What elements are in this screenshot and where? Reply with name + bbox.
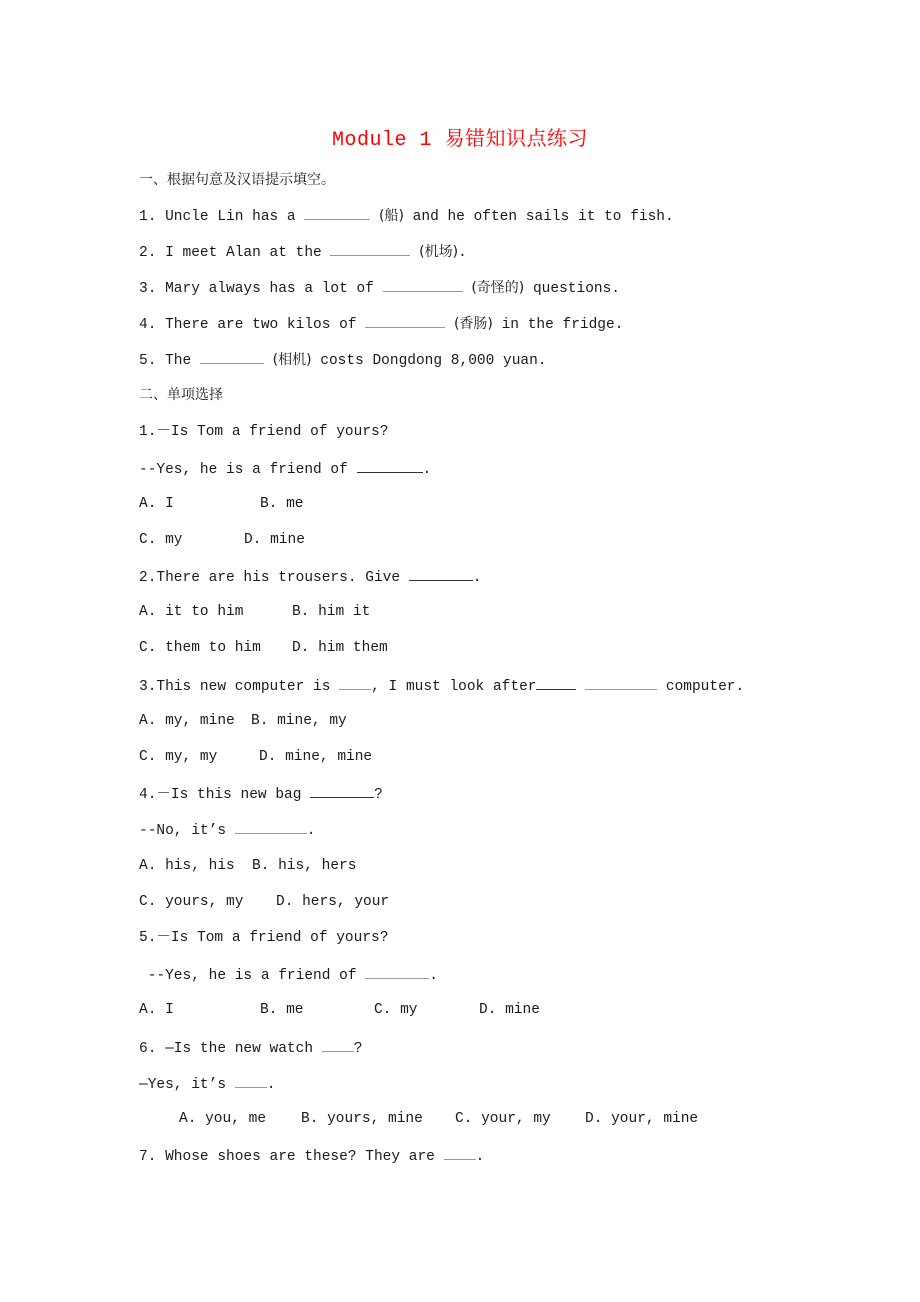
q3-option-b: B. mine, my — [251, 713, 347, 729]
q2-option-d: D. him them — [292, 640, 388, 656]
q4-answer: --No, it’s . — [139, 819, 315, 841]
q6-option-a: A. you, me — [179, 1111, 267, 1127]
answer-blank — [357, 458, 423, 473]
q5-option-b: B. me — [260, 1002, 304, 1018]
q4-option-b: B. his, hers — [252, 858, 357, 874]
q2-question: 2.There are his trousers. Give . — [139, 566, 481, 588]
q3-option-a: A. my, mine — [139, 713, 235, 729]
q6-answer: —Yes, it’s . — [139, 1073, 275, 1095]
answer-blank — [365, 313, 445, 328]
answer-blank — [339, 675, 371, 690]
q4-question: 4.－Is this new bag ? — [139, 783, 383, 805]
fill-item-5: 5. The (相机) costs Dongdong 8,000 yuan. — [139, 349, 547, 371]
answer-blank — [310, 783, 374, 798]
q3-question: 3.This new computer is , I must look after computer. — [139, 675, 744, 697]
answer-blank — [409, 566, 473, 581]
q1-option-d: D. mine — [244, 532, 305, 548]
answer-blank — [444, 1145, 476, 1160]
section2-heading: 二、单项选择 — [139, 387, 223, 403]
answer-blank — [235, 819, 307, 834]
answer-blank — [383, 277, 463, 292]
q5-option-a: A. I — [139, 1002, 174, 1018]
q4-option-d: D. hers, your — [276, 894, 390, 910]
q5-question: 5.－Is Tom a friend of yours? — [139, 930, 389, 946]
section1-heading: 一、根据句意及汉语提示填空。 — [139, 172, 335, 188]
q1-option-c: C. my — [139, 532, 183, 548]
q3-option-d: D. mine, mine — [259, 749, 373, 765]
answer-blank — [365, 964, 429, 979]
q5-answer: --Yes, he is a friend of . — [139, 964, 438, 986]
q2-option-c: C. them to him — [139, 640, 261, 656]
answer-blank — [200, 349, 264, 364]
q6-option-c: C. your, my — [455, 1111, 551, 1127]
page-title: Module 1 易错知识点练习 — [331, 129, 589, 152]
fill-item-1: 1. Uncle Lin has a (船) and he often sails it to fish. — [139, 205, 674, 227]
answer-blank — [304, 205, 370, 220]
q4-option-c: C. yours, my — [139, 894, 244, 910]
fill-item-2: 2. I meet Alan at the (机场). — [139, 241, 467, 263]
q6-option-b: B. yours, mine — [301, 1111, 423, 1127]
q7-question: 7. Whose shoes are these? They are . — [139, 1145, 484, 1167]
q2-option-b: B. him it — [292, 604, 371, 620]
q1-option-b: B. me — [260, 496, 304, 512]
q4-option-a: A. his, his — [139, 858, 235, 874]
fill-item-4: 4. There are two kilos of (香肠) in the fridge. — [139, 313, 623, 335]
answer-blank — [235, 1073, 267, 1088]
q1-question: 1.－Is Tom a friend of yours? — [139, 424, 389, 440]
q6-option-d: D. your, mine — [585, 1111, 699, 1127]
answer-blank — [330, 241, 410, 256]
q5-option-c: C. my — [374, 1002, 418, 1018]
fill-item-3: 3. Mary always has a lot of (奇怪的) questions. — [139, 277, 620, 299]
q3-option-c: C. my, my — [139, 749, 218, 765]
q1-option-a: A. I — [139, 496, 174, 512]
q1-answer: --Yes, he is a friend of . — [139, 458, 431, 480]
q6-question: 6. —Is the new watch ? — [139, 1037, 362, 1059]
q5-option-d: D. mine — [479, 1002, 540, 1018]
q2-option-a: A. it to him — [139, 604, 244, 620]
answer-blank — [585, 675, 657, 690]
answer-blank — [536, 675, 576, 690]
answer-blank — [322, 1037, 354, 1052]
